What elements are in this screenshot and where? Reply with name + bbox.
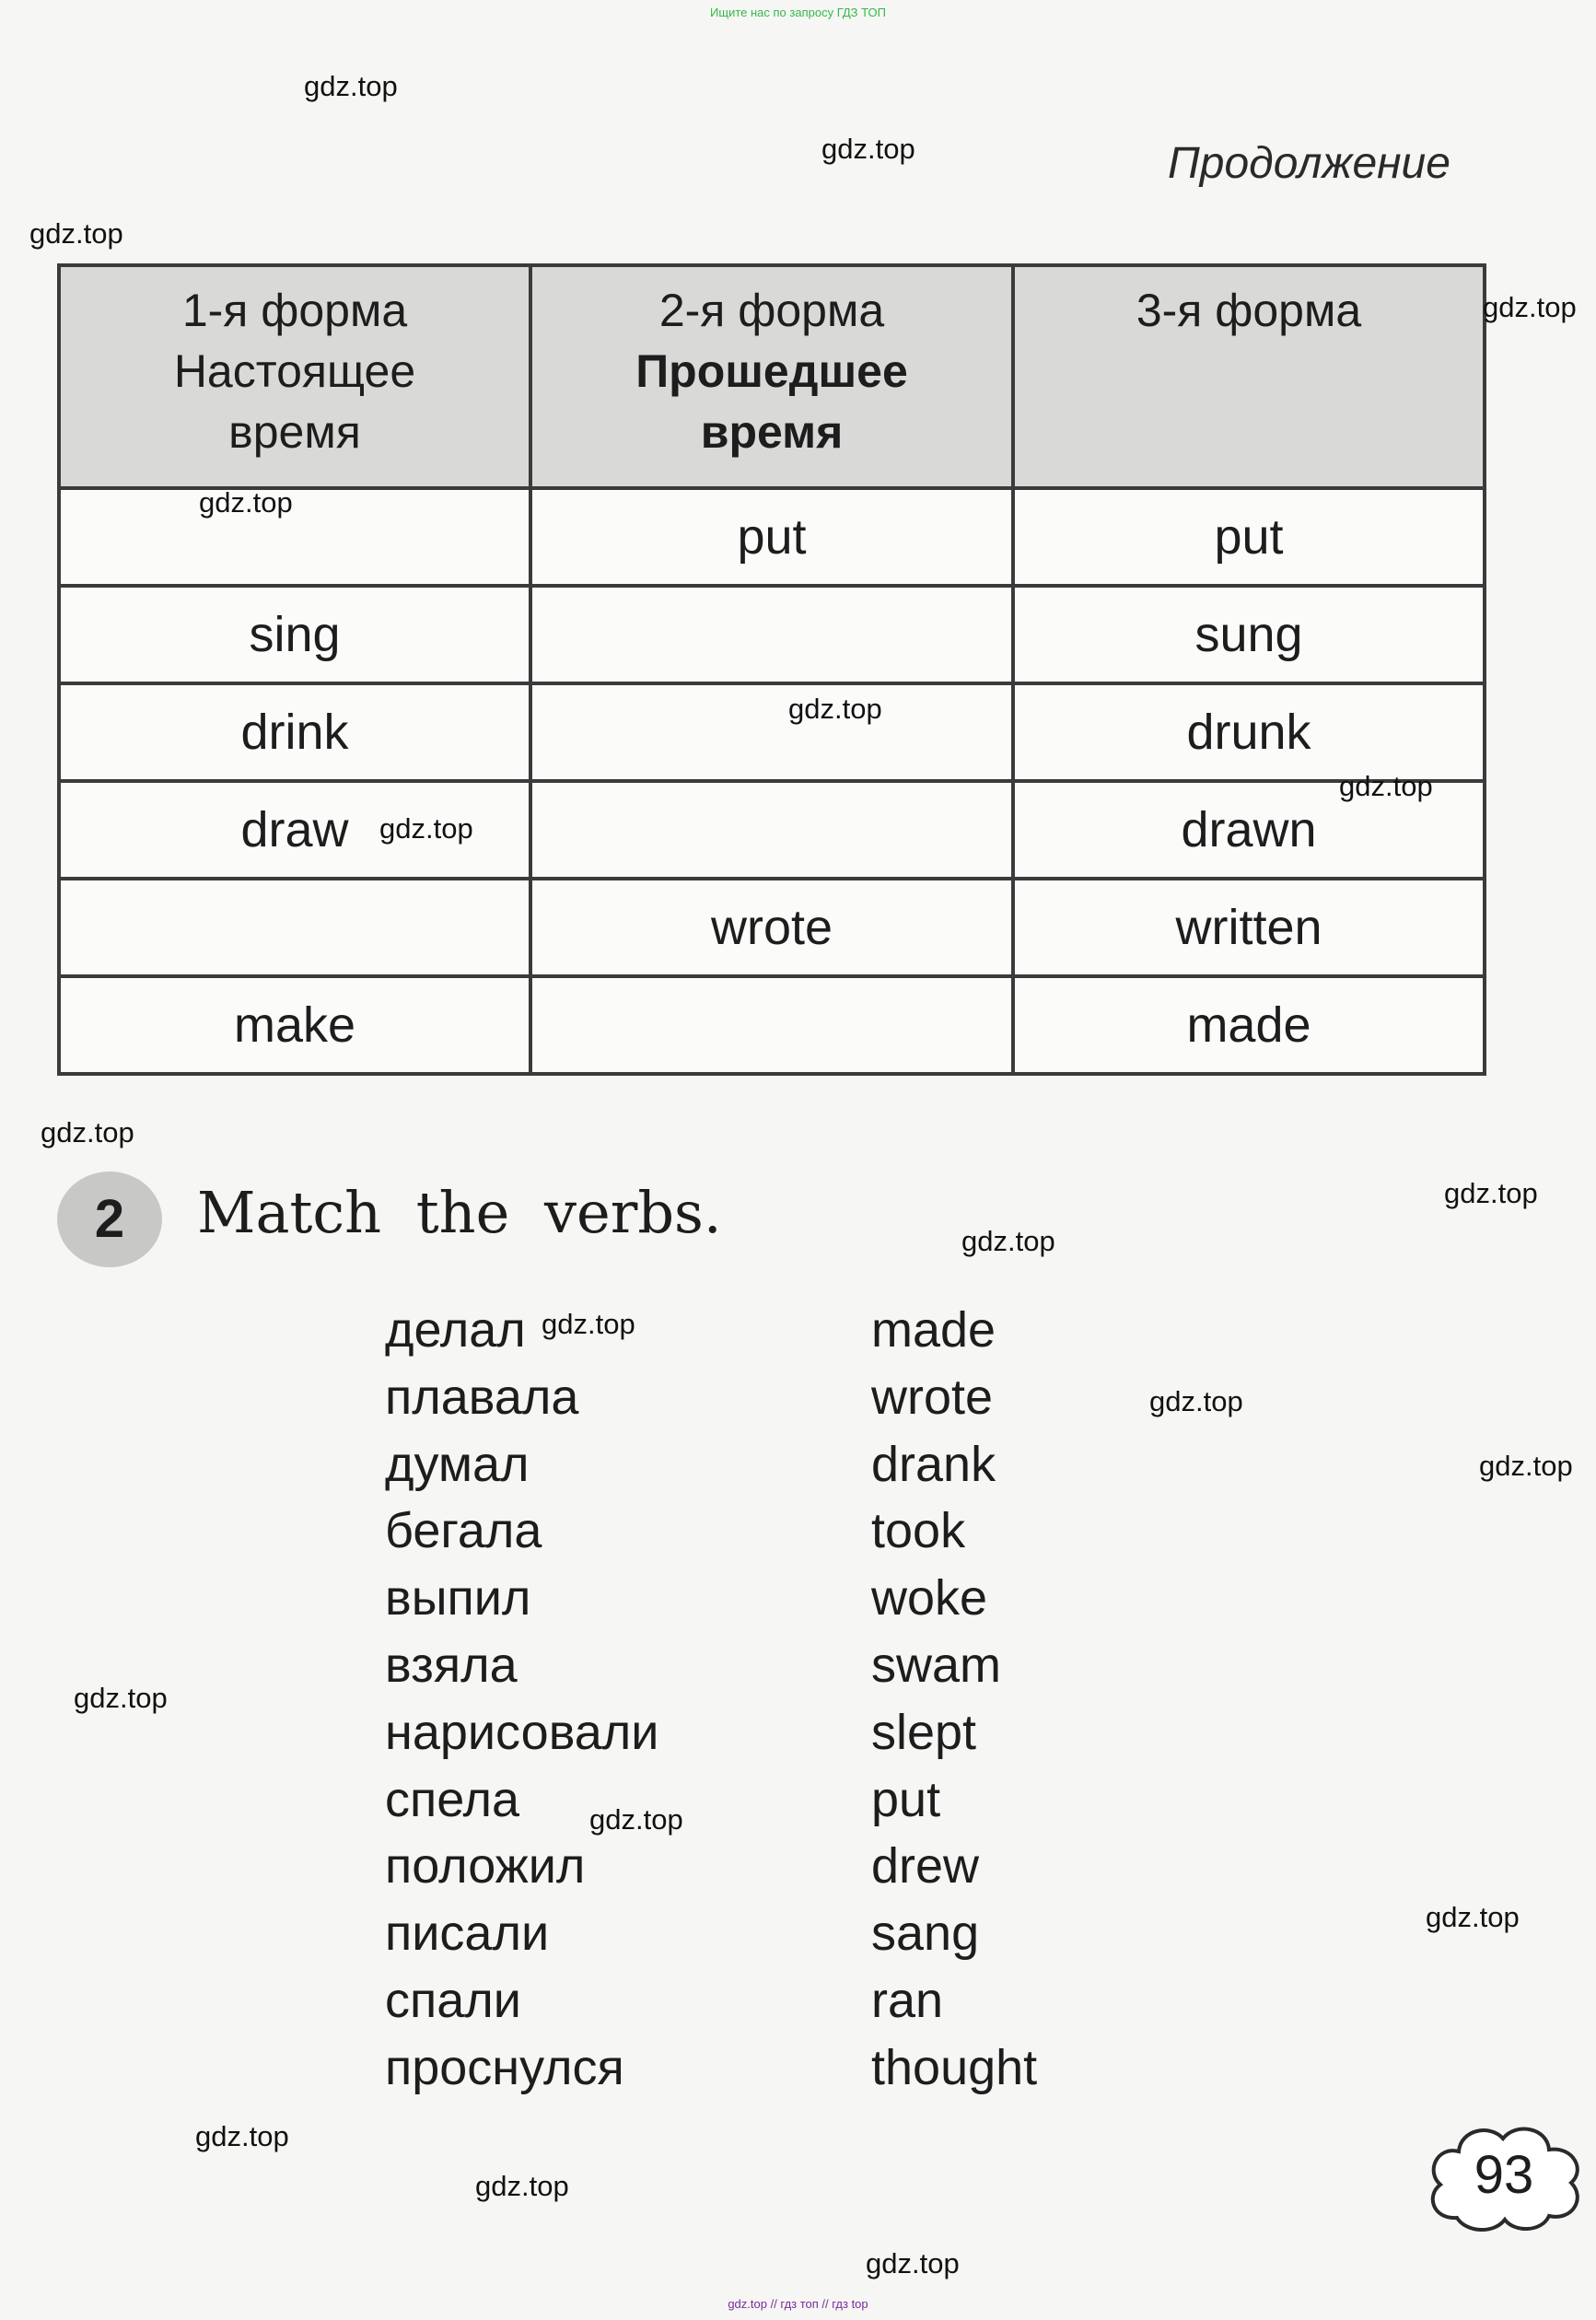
list-item: писали <box>385 1906 550 1962</box>
english-verbs-list <box>871 1297 1037 2102</box>
table-cell: sing <box>59 586 530 683</box>
table-cell <box>530 586 1013 683</box>
list-item: swam <box>871 1637 1002 1693</box>
list-item: wrote <box>871 1369 994 1425</box>
header-line: время <box>700 406 844 458</box>
watermark: gdz.top <box>866 2247 960 2279</box>
watermark: gdz.top <box>821 133 915 165</box>
table-row <box>59 683 1485 781</box>
watermark: gdz.top <box>1444 1177 1538 1209</box>
watermark: gdz.top <box>195 2120 289 2152</box>
table-cell: drunk <box>1013 683 1485 781</box>
watermark: gdz.top <box>29 217 123 250</box>
exercise-number-badge: 2 <box>57 1172 162 1267</box>
list-item: спела <box>385 1771 520 1827</box>
watermark: gdz.top <box>475 2170 569 2202</box>
header-line: 3-я форма <box>1136 285 1362 336</box>
watermark: gdz.top <box>41 1116 134 1148</box>
header-second-form <box>530 265 1013 488</box>
exercise-title: Match the verbs. <box>197 1179 722 1246</box>
watermark: gdz.top <box>788 693 882 725</box>
watermark: gdz.top <box>1483 291 1577 323</box>
top-banner: Ищите нас по запросу ГДЗ ТОП <box>710 6 886 19</box>
watermark: gdz.top <box>74 1682 168 1714</box>
table-cell: drawn <box>1013 781 1485 879</box>
table-cell: made <box>1013 976 1485 1074</box>
watermark: gdz.top <box>589 1803 683 1836</box>
list-item: slept <box>871 1704 977 1760</box>
continuation-label: Продолжение <box>1168 139 1450 188</box>
table-cell: wrote <box>530 879 1013 976</box>
table-row <box>59 586 1485 683</box>
page-number-badge <box>1420 2116 1588 2234</box>
table-cell: make <box>59 976 530 1074</box>
table-cell: drink <box>59 683 530 781</box>
table-cell <box>59 488 530 586</box>
header-line: 1-я форма <box>181 285 408 336</box>
verb-forms-table <box>57 263 1486 1076</box>
table-row <box>59 976 1485 1074</box>
list-item: thought <box>871 2039 1038 2095</box>
list-item: делал <box>385 1302 526 1358</box>
header-first-form <box>59 265 530 488</box>
list-item: made <box>871 1302 996 1358</box>
watermark: gdz.top <box>1426 1901 1520 1933</box>
list-item: бегала <box>385 1503 542 1559</box>
header-line: время <box>228 406 361 458</box>
list-item: положил <box>385 1838 586 1894</box>
watermark: gdz.top <box>542 1308 635 1340</box>
table-cell: put <box>530 488 1013 586</box>
list-item: спали <box>385 1972 521 2028</box>
header-third-form <box>1013 265 1485 488</box>
list-item: drank <box>871 1436 996 1492</box>
russian-verbs-list <box>385 1297 658 2102</box>
list-item: drew <box>871 1838 980 1894</box>
table-cell <box>530 976 1013 1074</box>
watermark: gdz.top <box>199 486 293 519</box>
table-cell: draw <box>59 781 530 879</box>
table-cell: sung <box>1013 586 1485 683</box>
table-row <box>59 879 1485 976</box>
bottom-banner: gdz.top // гдз топ // гдз top <box>728 2297 868 2311</box>
list-item: ran <box>871 1972 944 2028</box>
header-line: 2-я форма <box>658 285 885 336</box>
list-item: проснулся <box>385 2039 624 2095</box>
table-cell <box>59 879 530 976</box>
header-line: Настоящее <box>173 345 416 397</box>
watermark: gdz.top <box>379 812 473 845</box>
watermark: gdz.top <box>1149 1385 1243 1417</box>
table-cell <box>530 683 1013 781</box>
table-cell <box>530 781 1013 879</box>
table-header-row <box>59 265 1485 488</box>
watermark: gdz.top <box>1479 1450 1573 1482</box>
watermark: gdz.top <box>304 70 398 102</box>
watermark: gdz.top <box>961 1225 1055 1257</box>
list-item: плавала <box>385 1369 579 1425</box>
table-cell: put <box>1013 488 1485 586</box>
list-item: sang <box>871 1906 980 1962</box>
page-number: 93 <box>1474 2145 1534 2205</box>
list-item: took <box>871 1503 966 1559</box>
list-item: woke <box>871 1570 988 1626</box>
list-item: взяла <box>385 1637 518 1693</box>
header-line: Прошедшее <box>635 345 908 397</box>
table-cell: written <box>1013 879 1485 976</box>
list-item: выпил <box>385 1570 531 1626</box>
list-item: нарисовали <box>385 1704 659 1760</box>
watermark: gdz.top <box>1339 770 1433 802</box>
table-row <box>59 781 1485 879</box>
list-item: думал <box>385 1436 530 1492</box>
list-item: put <box>871 1771 941 1827</box>
